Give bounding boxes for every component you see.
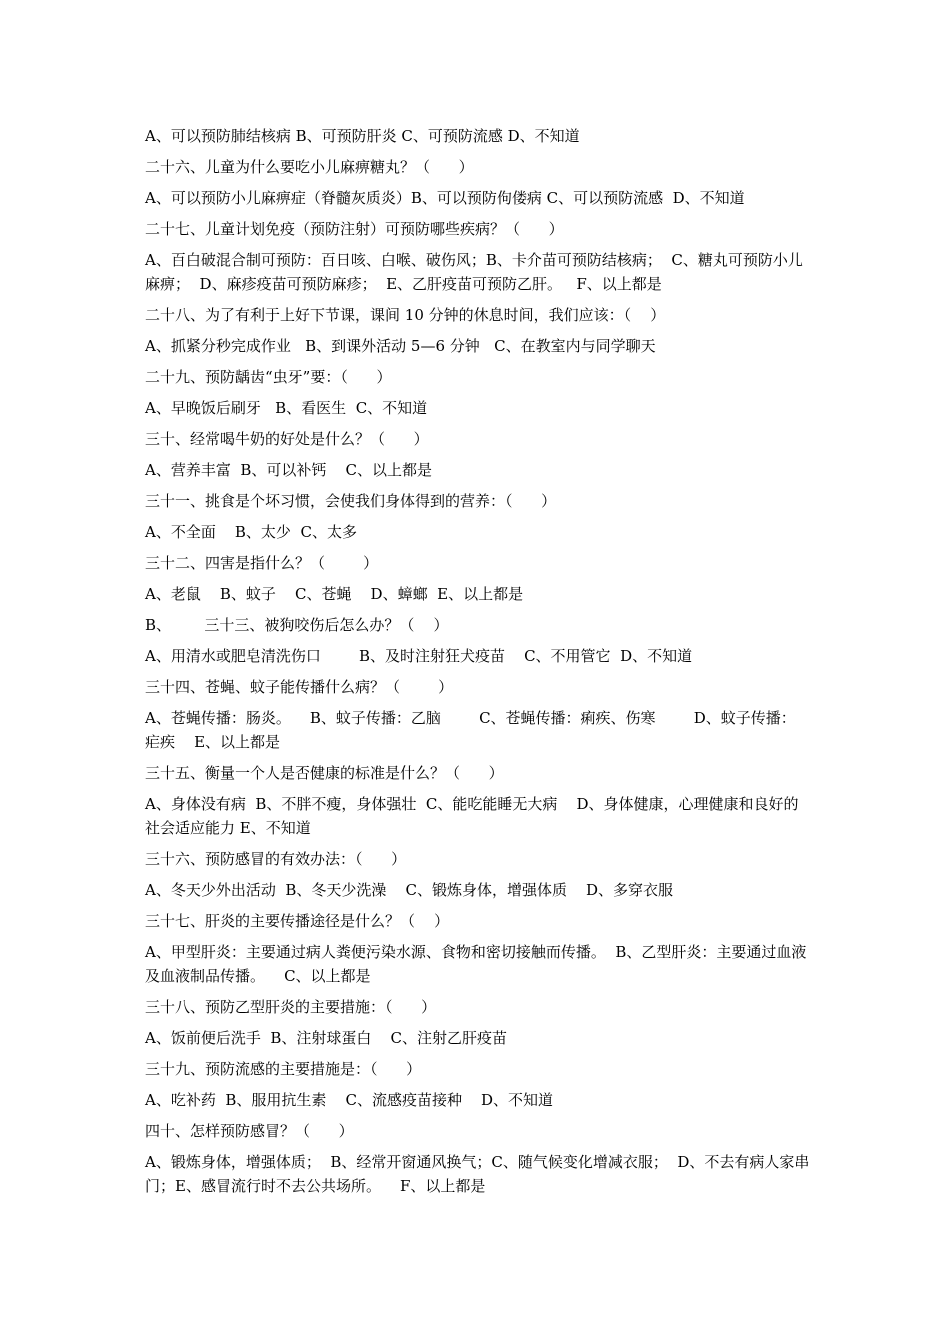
answer-options-31: A、不全面 B、太少 C、太多 [145,523,357,541]
document-page [145,124,810,1205]
question-33: B、 三十三、被狗咬伤后怎么办？（ ） [145,616,449,634]
answer-options-39: A、吃补药 B、服用抗生素 C、流感疫苗接种 D、不知道 [145,1091,554,1109]
answer-options-35: A、身体没有病 B、不胖不瘦，身体强壮 C、能吃能睡无大病 D、身体健康，心理健康和良好的社会适应能力 E、不知道 [145,795,799,837]
answer-options-40: A、锻炼身体，增强体质； B、经常开窗通风换气；C、随气候变化增减衣服； D、不去有病人家串门；E、感冒流行时不去公共场所。 F、以上都是 [145,1153,810,1195]
answer-options-30: A、营养丰富 B、可以补钙 C、以上都是 [145,461,432,479]
question-32: 三十二、四害是指什么？（ ） [145,554,379,572]
question-26: 二十六、儿童为什么要吃小儿麻痹糖丸？（ ） [145,158,474,176]
answer-options-32: A、老鼠 B、蚊子 C、苍蝇 D、蟑螂 E、以上都是 [145,585,524,603]
answer-options-29: A、早晚饭后刷牙 B、看医生 C、不知道 [145,399,428,417]
answer-options-38: A、饭前便后洗手 B、注射球蛋白 C、注射乙肝疫苗 [145,1029,507,1047]
answer-options-37: A、甲型肝炎：主要通过病人粪便污染水源、食物和密切接触而传播。 B、乙型肝炎：主要通过血液及血液制品传播。 C、以上都是 [145,943,807,985]
question-38: 三十八、预防乙型肝炎的主要措施：（ ） [145,998,437,1016]
answer-options-28: A、抓紧分秒完成作业 B、到课外活动 5—6 分钟 C、在教室内与同学聊天 [145,337,656,355]
answer-options-25: A、可以预防肺结核病 B、可预防肝炎 C、可预防流感 D、不知道 [145,127,580,145]
question-31: 三十一、挑食是个坏习惯，会使我们身体得到的营养：（ ） [145,492,557,510]
question-37: 三十七、肝炎的主要传播途径是什么？（ ） [145,912,450,930]
answer-options-34: A、苍蝇传播：肠炎。 B、蚊子传播：乙脑 C、苍蝇传播：痢疾、伤寒 D、蚊子传播：疟疾 E、以上都是 [145,709,796,751]
question-40: 四十、怎样预防感冒？（ ） [145,1122,354,1140]
question-36: 三十六、预防感冒的有效办法：（ ） [145,850,407,868]
answer-options-27: A、百白破混合制可预防：百日咳、白喉、破伤风；B、卡介苗可预防结核病； C、糖丸可预防小儿麻痹； D、麻疹疫苗可预防麻疹； E、乙肝疫苗可预防乙肝。 F、以上都是 [145,251,803,293]
question-34: 三十四、苍蝇、蚊子能传播什么病？（ ） [145,678,454,696]
question-39: 三十九、预防流感的主要措施是：（ ） [145,1060,422,1078]
answer-options-26: A、可以预防小儿麻痹症（脊髓灰质炎）B、可以预防佝偻病 C、可以预防流感 D、不知道 [145,189,745,207]
answer-options-33: A、用清水或肥皂清洗伤口 B、及时注射狂犬疫苗 C、不用管它 D、不知道 [145,647,693,665]
answer-options-36: A、冬天少外出活动 B、冬天少洗澡 C、锻炼身体，增强体质 D、多穿衣服 [145,881,674,899]
question-27: 二十七、儿童计划免疫（预防注射）可预防哪些疾病？（ ） [145,220,564,238]
question-28: 二十八、为了有利于上好下节课，课间 10 分钟的休息时间，我们应该：（ ） [145,306,666,324]
question-29: 二十九、预防龋齿“虫牙”要：（ ） [145,368,392,386]
question-30: 三十、经常喝牛奶的好处是什么？（ ） [145,430,429,448]
question-35: 三十五、衡量一个人是否健康的标准是什么？（ ） [145,764,504,782]
